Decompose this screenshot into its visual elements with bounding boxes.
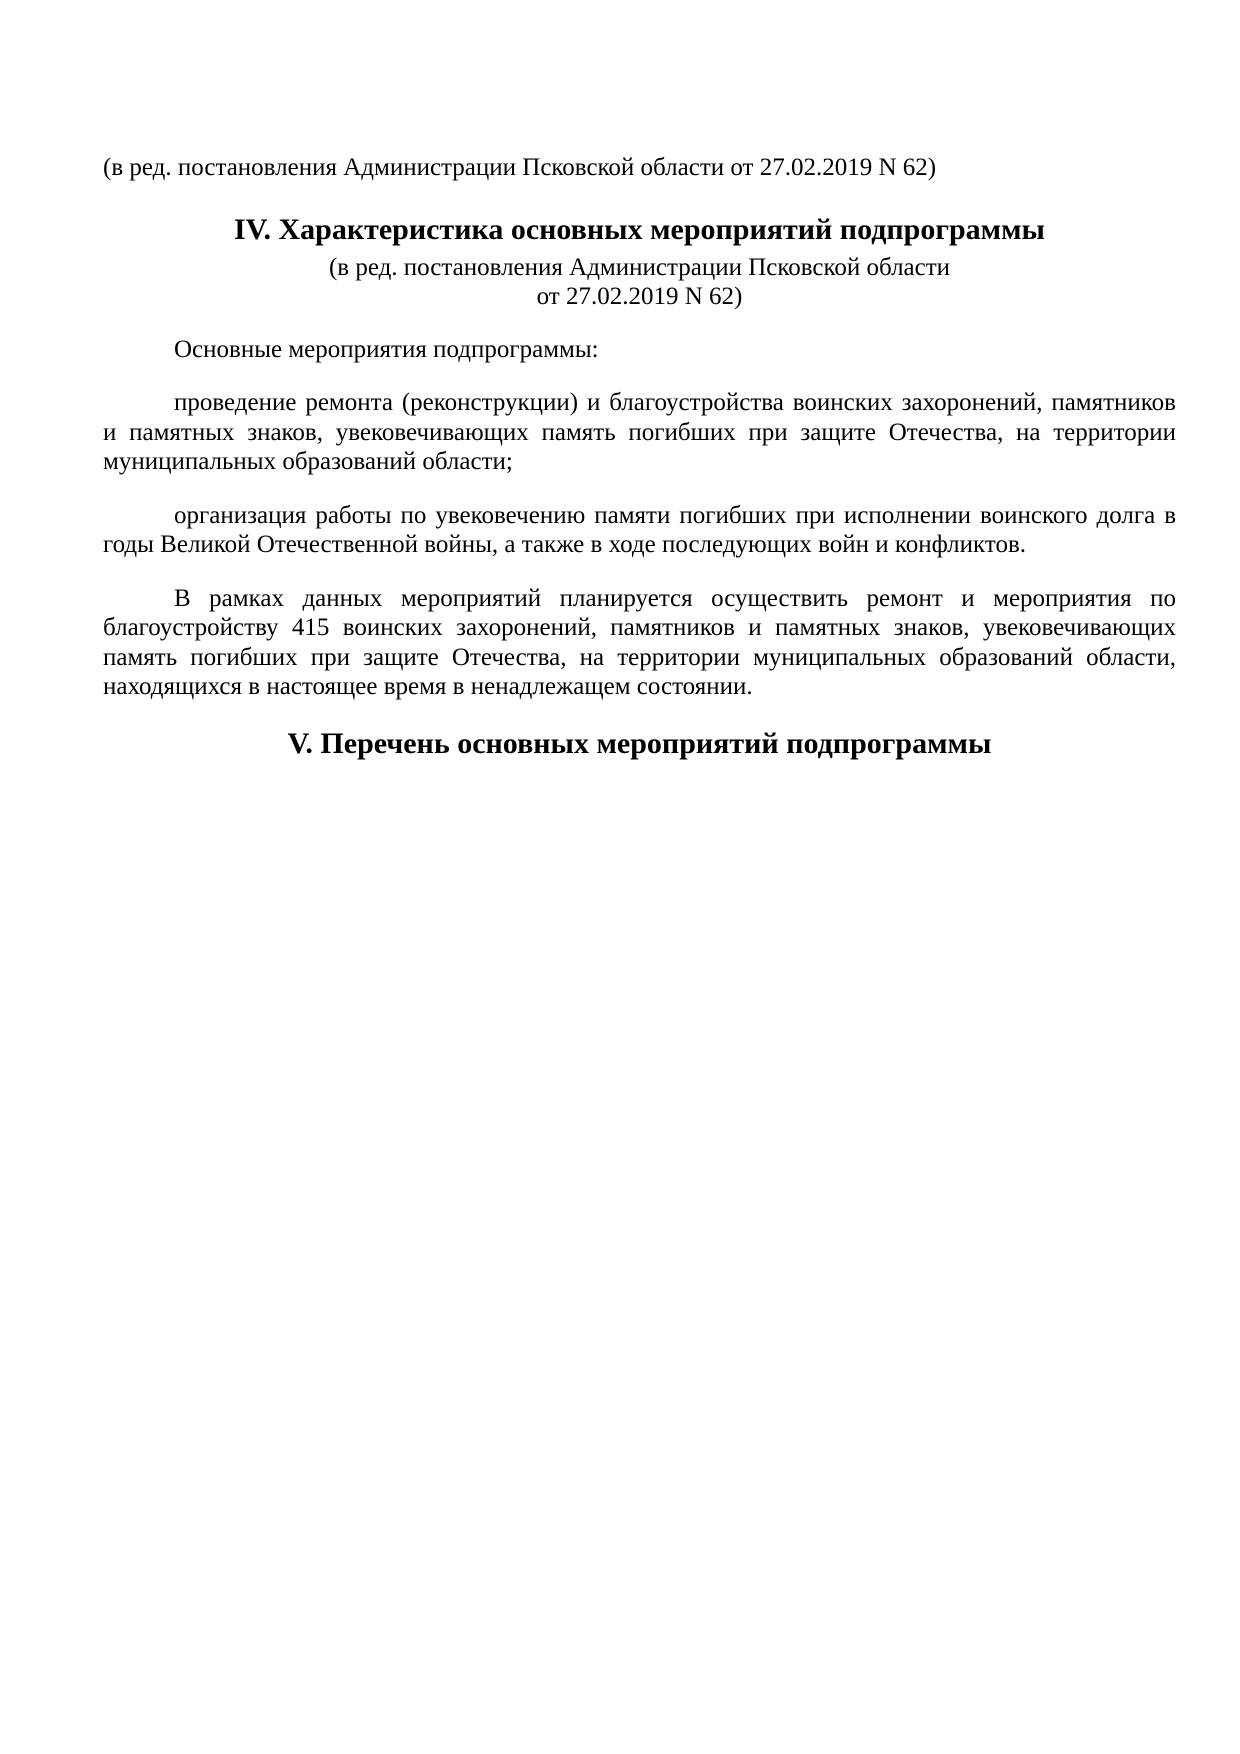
section-iv-amendment-ref-line2: от 27.02.2019 N 62) — [536, 283, 743, 310]
section-iv-intro-paragraph: Основные мероприятия подпрограммы: — [174, 335, 599, 363]
section-iv-paragraph-2: организация работы по увековечению памяти погибших при исполнении воинского долга в годы Великой Отечественной войны, а также в ходе последующих войн и конфликтов. — [103, 501, 1176, 558]
section-iv-amendment-ref-line1: (в ред. постановления Администрации Псковской области — [328, 253, 951, 281]
section-iv-paragraph-3: В рамках данных мероприятий планируется осуществить ремонт и мероприятия по благоустройству 415 воинских захоронений, памятников и памятных знаков, увековечивающих память погибших при защите Отечества, на территории муниципальных образований области, находящихся в настоящее время в ненадлежащем состоянии. — [103, 584, 1176, 700]
section-iv-paragraph-1: проведение ремонта (реконструкции) и благоустройства воинских захоронений, памятников и памятных знаков, увековечивающих память погибших при защите Отечества, на территории муниципальных образований области; — [103, 389, 1176, 475]
amendment-note: (в ред. постановления Администрации Псковской области от 27.02.2019 N 62) — [103, 154, 937, 181]
section-iv-heading: IV. Характеристика основных мероприятий подпрограммы — [234, 212, 1045, 246]
section-v-heading: V. Перечень основных мероприятий подпрограммы — [287, 726, 992, 760]
section-iv-amendment-ref — [103, 253, 1176, 312]
